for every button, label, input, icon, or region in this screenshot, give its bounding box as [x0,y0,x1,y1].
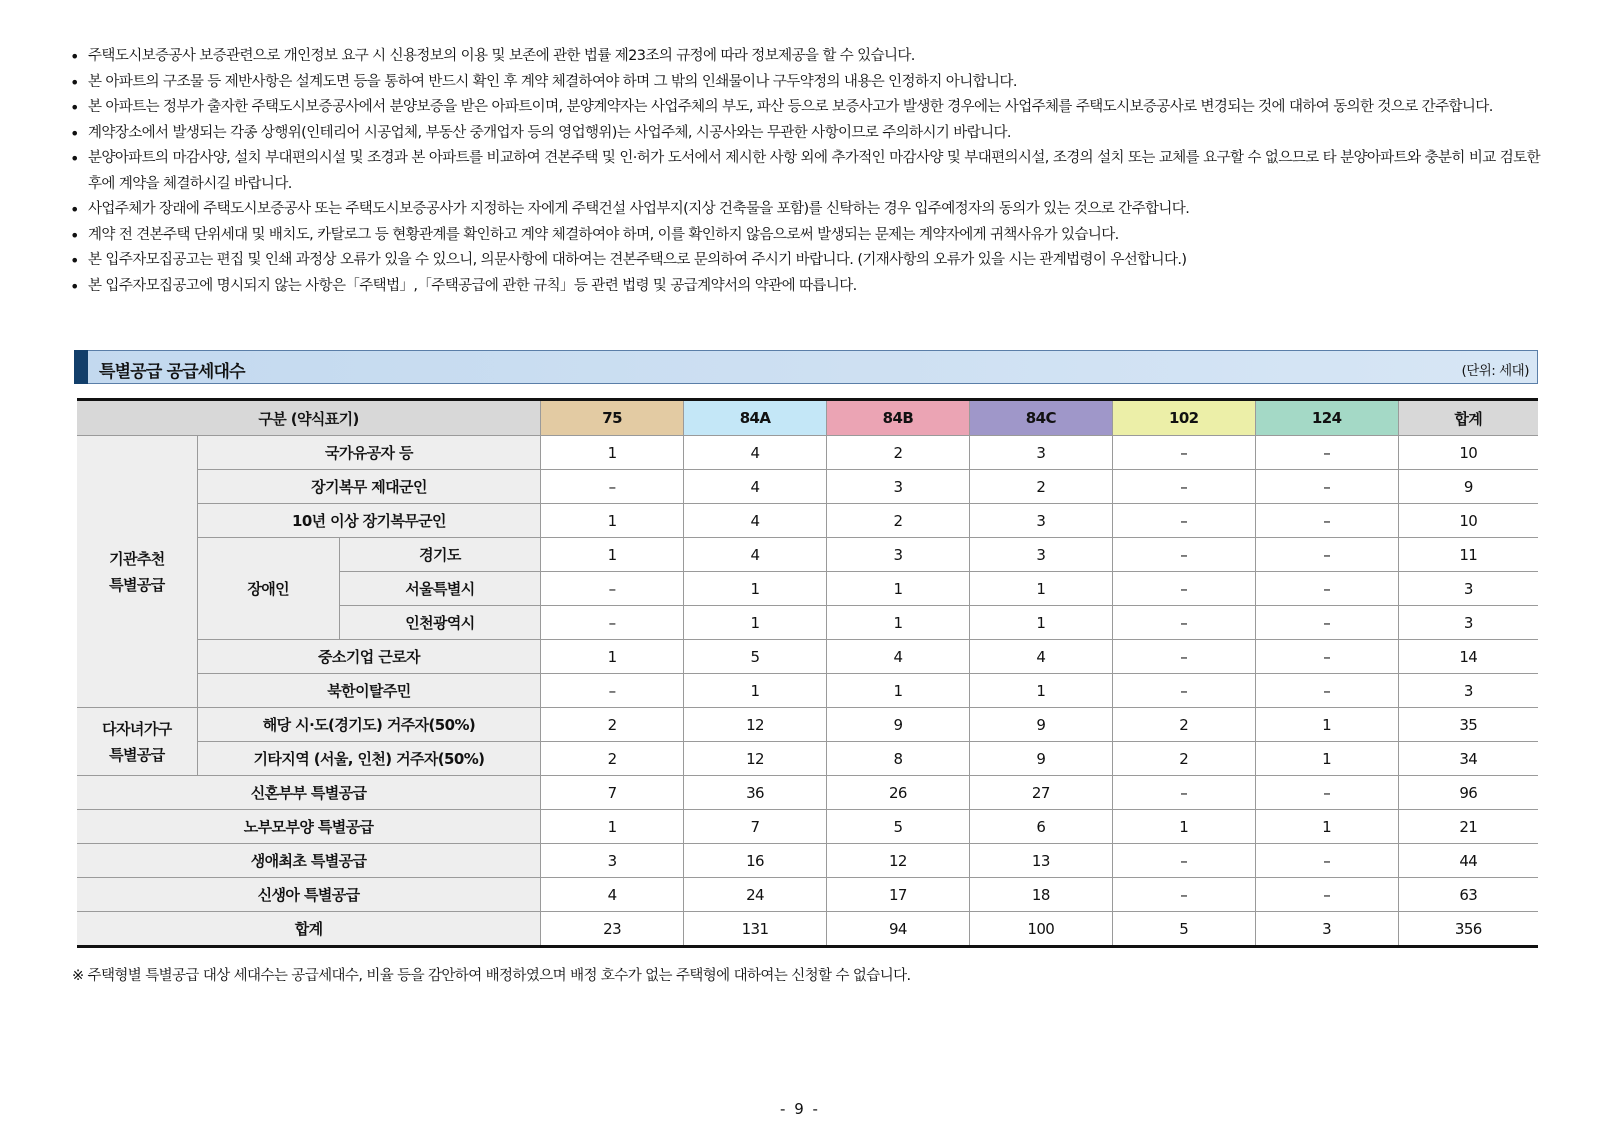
page-number: - 9 - [780,1100,820,1118]
row-label: 국가유공자 등 [197,436,540,470]
footnote: ※ 주택형별 특별공급 대상 세대수는 공급세대수, 비율 등을 감안하여 배정하였으며 배정 호수가 없는 주택형에 대하여는 신청할 수 없습니다. [72,968,911,984]
header-type-84a: 84A [684,400,827,436]
cell-type-84c: 6 [969,810,1112,844]
cell-type-75: 1 [541,504,684,538]
cell-type-124: – [1255,878,1398,912]
cell-type-124: – [1255,844,1398,878]
table-row [77,640,1538,674]
notice-bullet: • 본 입주자모집공고에 명시되지 않는 사항은「주택법」,「주택공급에 관한 규칙」등 관련 법령 및 공급계약서의 약관에 따릅니다. [70,274,1540,300]
cell-type-84c: 4 [969,640,1112,674]
header-type-102: 102 [1112,400,1255,436]
cell-type-102: – [1112,640,1255,674]
cell-type-84a: 36 [684,776,827,810]
notice-bullet: • 계약장소에서 발생되는 각종 상행위(인테리어 시공업체, 부동산 중개업자 등의 영업행위)는 사업주체, 시공사와는 무관한 사항이므로 주의하시기 바랍니다. [70,121,1540,147]
cell-type-84a: 1 [684,674,827,708]
row-label: 기타지역 (서울, 인천) 거주자(50%) [197,742,540,776]
cell-type-75: – [541,470,684,504]
cell-type-84a: 12 [684,742,827,776]
cell-type-84a: 1 [684,606,827,640]
cell-type-84c: 1 [969,572,1112,606]
notice-bullet: • 분양아파트의 마감사양, 설치 부대편의시설 및 조경과 본 아파트를 비교하여 견본주택 및 인·허가 도서에서 제시한 사항 외에 추가적인 마감사양 및 부대편의시설, 조경의 설치 또는 교체를 요구할 수 없으므로 타 분양아파트와 충분히 비교 검토한 후에 계약을 체결하시길 바랍니다. [70,146,1540,197]
cell-type-84b: 4 [826,640,969,674]
cell-type-102: – [1112,674,1255,708]
row-label: 인천광역시 [339,606,541,640]
cell-type-124: – [1255,572,1398,606]
cell-total: 3 [1398,606,1538,640]
section-title: 특별공급 공급세대수 [99,362,245,382]
table-row [77,844,1538,878]
notice-bullet: • 본 아파트는 정부가 출자한 주택도시보증공사에서 분양보증을 받은 아파트이며, 분양계약자는 사업주체의 부도, 파산 등으로 보증사고가 발생한 경우에는 사업주체를 주택도시보증공사로 변경되는 것에 대하여 동의한 것으로 간주합니다. [70,95,1540,121]
cell-total: 35 [1398,708,1538,742]
section-unit-label: (단위: 세대) [1461,363,1529,379]
cell-type-84b: 8 [826,742,969,776]
cell-type-75: 4 [541,878,684,912]
section-header [74,350,1538,384]
cell-type-75: – [541,606,684,640]
cell-type-124: – [1255,606,1398,640]
cell-type-84b: 1 [826,572,969,606]
cell-type-84b: 12 [826,844,969,878]
cell-type-84c: 3 [969,436,1112,470]
notice-bullet: • 계약 전 견본주택 단위세대 및 배치도, 카탈로그 등 현황관계를 확인하고 계약 체결하여야 하며, 이를 확인하지 않음으로써 발생되는 문제는 계약자에게 귀책사유가 있습니다. [70,223,1540,249]
row-label: 신혼부부 특별공급 [77,776,541,810]
cell-type-124: – [1255,640,1398,674]
cell-type-102: – [1112,844,1255,878]
cell-type-84a: 1 [684,572,827,606]
cell-type-102: – [1112,436,1255,470]
cell-type-102: 1 [1112,810,1255,844]
row-label: 중소기업 근로자 [197,640,540,674]
table-row [77,776,1538,810]
cell-type-124: – [1255,504,1398,538]
notice-bullet: • 본 아파트의 구조물 등 제반사항은 설계도면 등을 통하여 반드시 확인 후 계약 체결하여야 하며 그 밖의 인쇄물이나 구두약정의 내용은 인정하지 아니합니다. [70,70,1540,96]
cell-type-75: 2 [541,708,684,742]
table-total-row [77,912,1538,947]
cell-type-84c: 9 [969,742,1112,776]
cell-type-75: 1 [541,810,684,844]
cell-type-84b: 26 [826,776,969,810]
cell-type-84a: 4 [684,504,827,538]
group-institutional: 기관추천 특별공급 [77,436,197,708]
cell-total: 21 [1398,810,1538,844]
header-type-84c: 84C [969,400,1112,436]
notice-bullet: • 본 입주자모집공고는 편집 및 인쇄 과정상 오류가 있을 수 있으니, 의문사항에 대하여는 견본주택으로 문의하여 주시기 바랍니다. (기재사항의 오류가 있을 시는 관계법령이 우선합니다.) [70,248,1540,274]
cell-type-102: 2 [1112,708,1255,742]
cell-type-84a: 5 [684,640,827,674]
header-total: 합계 [1398,400,1538,436]
cell-total: 44 [1398,844,1538,878]
header-category: 구분 (약식표기) [77,400,541,436]
cell-type-84b: 3 [826,538,969,572]
cell-type-84c: 1 [969,674,1112,708]
cell-type-75: 1 [541,640,684,674]
cell-type-84a: 16 [684,844,827,878]
cell-type-102: 5 [1112,912,1255,947]
cell-type-84c: 3 [969,504,1112,538]
table-row [77,708,1538,742]
cell-type-84b: 2 [826,436,969,470]
cell-type-124: 3 [1255,912,1398,947]
cell-total: 9 [1398,470,1538,504]
cell-type-75: 23 [541,912,684,947]
cell-type-84a: 24 [684,878,827,912]
table-row [77,742,1538,776]
group-disabled: 장애인 [197,538,339,640]
cell-type-124: 1 [1255,708,1398,742]
table-row [77,436,1538,470]
cell-type-102: – [1112,470,1255,504]
cell-type-102: – [1112,504,1255,538]
row-label: 북한이탈주민 [197,674,540,708]
table-row [77,470,1538,504]
header-type-84b: 84B [826,400,969,436]
cell-type-84b: 1 [826,606,969,640]
cell-total: 10 [1398,436,1538,470]
cell-type-75: 7 [541,776,684,810]
cell-type-102: – [1112,538,1255,572]
cell-type-84b: 2 [826,504,969,538]
cell-type-84c: 100 [969,912,1112,947]
table-row [77,878,1538,912]
cell-type-75: 2 [541,742,684,776]
header-type-124: 124 [1255,400,1398,436]
cell-type-75: 3 [541,844,684,878]
header-type-75: 75 [541,400,684,436]
cell-type-84a: 131 [684,912,827,947]
cell-type-75: 1 [541,436,684,470]
cell-total: 63 [1398,878,1538,912]
table-row [77,538,1538,572]
section-accent-bar [74,350,88,384]
table-row [77,674,1538,708]
cell-type-84a: 12 [684,708,827,742]
special-supply-table [77,398,1538,948]
row-label: 장기복무 제대군인 [197,470,540,504]
cell-type-102: – [1112,606,1255,640]
notice-bullet: • 사업주체가 장래에 주택도시보증공사 또는 주택도시보증공사가 지정하는 자에게 주택건설 사업부지(지상 건축물을 포함)를 신탁하는 경우 입주예정자의 동의가 있는 것으로 간주합니다. [70,197,1540,223]
row-label: 서울특별시 [339,572,541,606]
cell-type-84c: 18 [969,878,1112,912]
cell-type-84c: 9 [969,708,1112,742]
cell-type-84a: 4 [684,538,827,572]
cell-total: 96 [1398,776,1538,810]
cell-type-75: – [541,572,684,606]
cell-type-84a: 4 [684,436,827,470]
cell-type-102: – [1112,878,1255,912]
group-multichild: 다자녀가구 특별공급 [77,708,197,776]
cell-type-124: – [1255,436,1398,470]
row-label: 생애최초 특별공급 [77,844,541,878]
row-label: 경기도 [339,538,541,572]
row-label: 해당 시·도(경기도) 거주자(50%) [197,708,540,742]
table-row [77,504,1538,538]
cell-type-84c: 2 [969,470,1112,504]
cell-type-84b: 9 [826,708,969,742]
row-label: 노부모부양 특별공급 [77,810,541,844]
row-label: 합계 [77,912,541,947]
row-label: 신생아 특별공급 [77,878,541,912]
cell-type-84c: 27 [969,776,1112,810]
cell-type-84b: 1 [826,674,969,708]
cell-total: 34 [1398,742,1538,776]
cell-type-124: 1 [1255,810,1398,844]
cell-type-102: 2 [1112,742,1255,776]
cell-type-84c: 1 [969,606,1112,640]
cell-type-84a: 4 [684,470,827,504]
cell-type-84b: 94 [826,912,969,947]
row-label: 10년 이상 장기복무군인 [197,504,540,538]
table-header-row [77,400,1538,436]
cell-type-84c: 3 [969,538,1112,572]
cell-total: 3 [1398,572,1538,606]
cell-type-102: – [1112,776,1255,810]
cell-type-84a: 7 [684,810,827,844]
notice-bullet-list [70,44,1540,299]
cell-type-84c: 13 [969,844,1112,878]
notice-bullet: • 주택도시보증공사 보증관련으로 개인정보 요구 시 신용정보의 이용 및 보존에 관한 법률 제23조의 규정에 따라 정보제공을 할 수 있습니다. [70,44,1540,70]
cell-type-75: – [541,674,684,708]
cell-type-124: – [1255,776,1398,810]
cell-type-124: – [1255,674,1398,708]
table-row [77,810,1538,844]
cell-total: 356 [1398,912,1538,947]
cell-type-84b: 17 [826,878,969,912]
cell-type-75: 1 [541,538,684,572]
cell-type-124: 1 [1255,742,1398,776]
cell-type-84b: 3 [826,470,969,504]
cell-type-102: – [1112,572,1255,606]
cell-total: 14 [1398,640,1538,674]
cell-type-124: – [1255,470,1398,504]
cell-type-124: – [1255,538,1398,572]
cell-total: 10 [1398,504,1538,538]
cell-total: 3 [1398,674,1538,708]
cell-type-84b: 5 [826,810,969,844]
cell-total: 11 [1398,538,1538,572]
